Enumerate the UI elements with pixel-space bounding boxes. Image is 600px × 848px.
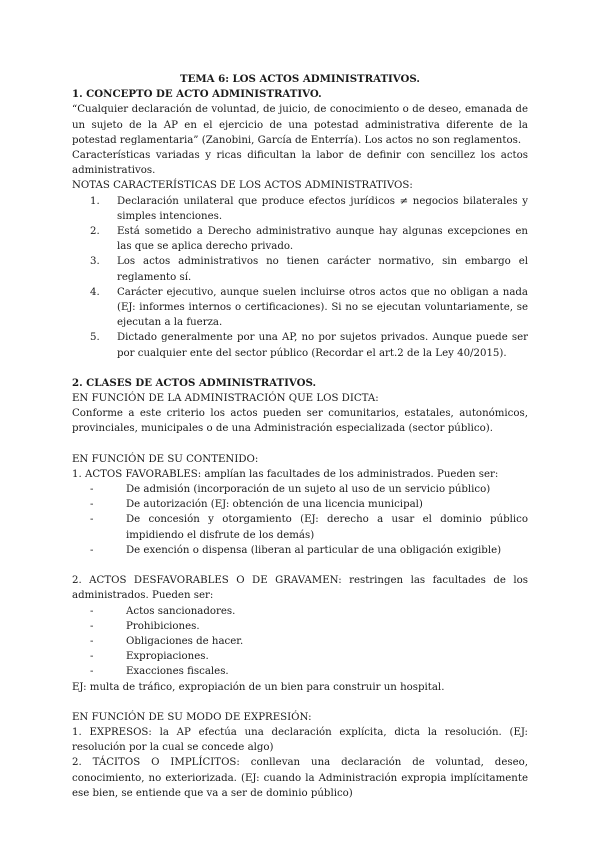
list-number: 4. xyxy=(90,286,100,298)
list-text: Exacciones fiscales. xyxy=(126,666,229,678)
notes-heading: NOTAS CARACTERÍSTICAS DE LOS ACTOS ADMINISTRATIVOS: xyxy=(72,180,413,192)
page-title: TEMA 6: LOS ACTOS ADMINISTRATIVOS. xyxy=(180,73,420,85)
expresos-text: 1. EXPRESOS: la AP efectúa una declaración explícita, dicta la resolución. (EJ: resolución por la cual se concede algo) xyxy=(72,726,528,754)
list-text: Obligaciones de hacer. xyxy=(126,635,244,647)
list-text: Declaración unilateral que produce efectos jurídicos ≠ negocios bilaterales y simples intenciones. xyxy=(117,195,528,222)
dash-bullet: - xyxy=(90,544,94,556)
list-item xyxy=(72,194,528,224)
section1-heading: 1. CONCEPTO DE ACTO ADMINISTRATIVO. xyxy=(72,88,322,101)
dash-bullet: - xyxy=(90,651,94,663)
dash-bullet: - xyxy=(90,514,94,526)
list-item xyxy=(72,619,528,634)
dash-bullet: - xyxy=(90,666,94,678)
dash-bullet: - xyxy=(90,620,94,632)
list-text: De concesión y otorgamiento (EJ: derecho a usar el dominio público impidiendo el disfrute de los demás) xyxy=(126,514,528,541)
list-item xyxy=(72,497,528,512)
list-text: Está sometido a Derecho administrativo aunque hay algunas excepciones en las que se aplica derecho privado. xyxy=(117,226,528,253)
content-criterion-heading: EN FUNCIÓN DE SU CONTENIDO: xyxy=(72,453,259,465)
list-text: De autorización (EJ: obtención de una licencia municipal) xyxy=(126,499,423,511)
section1-definition: “Cualquier declaración de voluntad, de juicio, de conocimiento o de deseo, emanada de un sujeto de la AP en el ejercicio de una potestad administrativa diferente de la potestad reglamentaria” (Zanobini, García de Enterría). Los actos no son reglamentos. xyxy=(72,104,528,146)
list-number: 2. xyxy=(90,226,100,238)
spacer xyxy=(72,437,528,452)
list-text: Dictado generalmente por una AP, no por sujetos privados. Aunque puede ser por cualquier ente del sector público (Recordar el art.2 de la Ley 40/2015). xyxy=(117,332,528,359)
list-item xyxy=(72,285,528,331)
list-text: Los actos administrativos no tienen carácter normativo, sin embargo el reglamento sí. xyxy=(117,256,528,283)
spacer xyxy=(72,558,528,573)
list-number: 1. xyxy=(90,195,100,207)
section2-heading: 2. CLASES DE ACTOS ADMINISTRATIVOS. xyxy=(72,376,316,389)
list-text: Expropiaciones. xyxy=(126,651,209,663)
list-text: Prohibiciones. xyxy=(126,620,200,632)
list-item xyxy=(72,664,528,679)
desfavorables-list xyxy=(72,604,528,680)
list-item xyxy=(72,604,528,619)
list-item xyxy=(72,512,528,542)
list-number: 3. xyxy=(90,256,100,268)
list-item xyxy=(72,254,528,284)
favorables-list xyxy=(72,482,528,558)
dash-bullet: - xyxy=(90,635,94,647)
list-number: 5. xyxy=(90,332,100,344)
list-item xyxy=(72,224,528,254)
favorables-intro: 1. ACTOS FAVORABLES: amplían las facultades de los administrados. Pueden ser: xyxy=(72,468,499,480)
tacitos-text: 2. TÁCITOS O IMPLÍCITOS: conllevan una declaración de voluntad, deseo, conocimiento, no exteriorizada. (EJ: cuando la Administración expropia implícitamente ese bien, se entiende que va a ser de dominio público) xyxy=(72,757,528,799)
example-text: EJ: multa de tráfico, expropiación de un bien para construir un hospital. xyxy=(72,681,445,693)
dash-bullet: - xyxy=(90,605,94,617)
spacer xyxy=(72,361,528,376)
list-text: De admisión (incorporación de un sujeto al uso de un servicio público) xyxy=(126,484,491,496)
notes-list xyxy=(72,194,528,361)
list-item xyxy=(72,482,528,497)
dash-bullet: - xyxy=(90,499,94,511)
list-item xyxy=(72,330,528,360)
admin-criterion-heading: EN FUNCIÓN DE LA ADMINISTRACIÓN QUE LOS DICTA: xyxy=(72,393,379,405)
section1-paragraph: Características variadas y ricas dificultan la labor de definir con sencillez los actos administrativos. xyxy=(72,150,528,177)
desfavorables-intro: 2. ACTOS DESFAVORABLES O DE GRAVAMEN: restringen las facultades de los administrados. Pueden ser: xyxy=(72,575,528,602)
list-text: Actos sancionadores. xyxy=(126,605,236,617)
list-text: De exención o dispensa (liberan al particular de una obligación exigible) xyxy=(126,544,502,556)
list-item xyxy=(72,649,528,664)
expression-criterion-heading: EN FUNCIÓN DE SU MODO DE EXPRESIÓN: xyxy=(72,711,312,723)
list-text: Carácter ejecutivo, aunque suelen incluirse otros actos que no obligan a nada (EJ: informes internos o certificaciones). Si no se ejecutan voluntariamente, se ejecutan a la fuerza. xyxy=(117,286,528,329)
dash-bullet: - xyxy=(90,484,94,496)
list-item xyxy=(72,543,528,558)
list-item xyxy=(72,634,528,649)
document-page xyxy=(72,72,528,801)
spacer xyxy=(72,695,528,710)
admin-criterion-text: Conforme a este criterio los actos pueden ser comunitarios, estatales, autonómicos, provinciales, municipales o de una Administración especializada (sector público). xyxy=(72,408,528,435)
